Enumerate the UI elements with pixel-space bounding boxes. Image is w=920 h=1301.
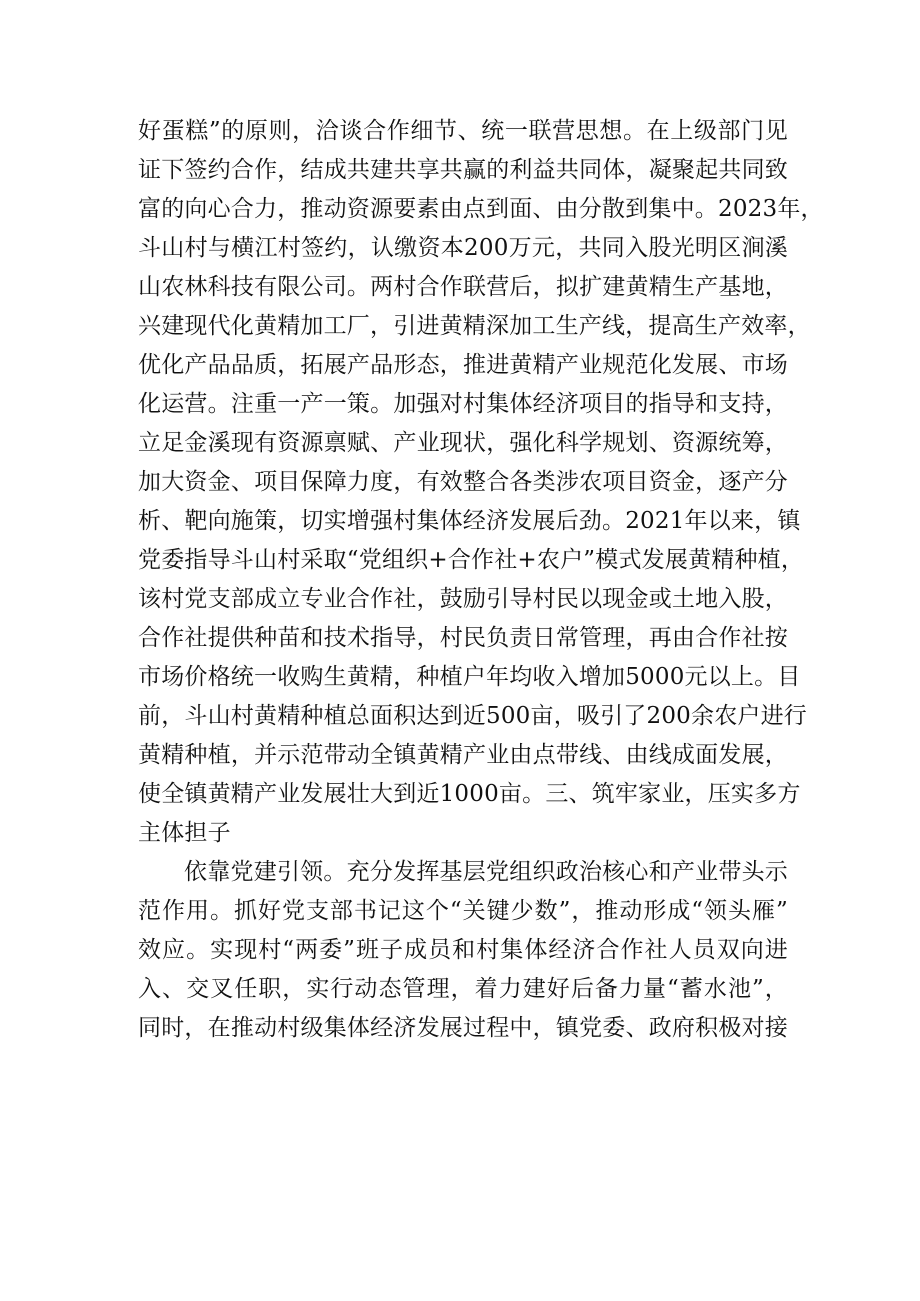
- paragraph-line: 好蛋糕”的原则，洽谈合作细节、统一联营思想。在上级部门见: [138, 118, 788, 144]
- paragraph-line: 化运营。注重一产一策。加强对村集体经济项目的指导和支持，: [138, 391, 788, 417]
- paragraph-line: 前，斗山村黄精种植总面积达到近500亩，吸引了200余农户进行: [138, 703, 807, 729]
- paragraph-line: 山农林科技有限公司。两村合作联营后，拟扩建黄精生产基地，: [138, 274, 788, 300]
- paragraph-line: 同时，在推动村级集体经济发展过程中，镇党委、政府积极对接: [138, 1015, 788, 1041]
- paragraph-line: 兴建现代化黄精加工厂，引进黄精深加工生产线，提高生产效率，: [138, 313, 811, 339]
- paragraph-line: 市场价格统一收购生黄精，种植户年均收入增加5000元以上。目: [138, 664, 801, 690]
- paragraph-line: 富的向心合力，推动资源要素由点到面、由分散到集中。2023年，: [138, 196, 824, 222]
- paragraph-line: 黄精种植，并示范带动全镇黄精产业由点带线、由线成面发展，: [138, 742, 788, 768]
- paragraph-line: 合作社提供种苗和技术指导，村民负责日常管理，再由合作社按: [138, 625, 788, 651]
- paragraph-2: [138, 853, 788, 1048]
- paragraph-line: 主体担子: [138, 820, 231, 846]
- paragraph-line: 使全镇黄精产业发展壮大到近1000亩。三、筑牢家业，压实多方: [138, 781, 801, 807]
- paragraph-line: 斗山村与横江村签约，认缴资本200万元，共同入股光明区涧溪: [138, 235, 788, 261]
- paragraph-line: 该村党支部成立专业合作社，鼓励引导村民以现金或土地入股，: [138, 586, 788, 612]
- paragraph-line: 依靠党建引领。充分发挥基层党组织政治核心和产业带头示: [184, 859, 788, 885]
- paragraph-line: 证下签约合作，结成共建共享共赢的利益共同体，凝聚起共同致: [138, 157, 788, 183]
- paragraph-line: 加大资金、项目保障力度，有效整合各类涉农项目资金，逐产分: [138, 469, 788, 495]
- paragraph-line: 效应。实现村“两委”班子成员和村集体经济合作社人员双向进: [138, 937, 788, 963]
- paragraph-line: 析、靶向施策，切实增强村集体经济发展后劲。2021年以来，镇: [138, 508, 801, 534]
- paragraph-line: 优化产品品质，拓展产品形态，推进黄精产业规范化发展、市场: [138, 352, 788, 378]
- paragraph-line: 立足金溪现有资源禀赋、产业现状，强化科学规划、资源统筹，: [138, 430, 788, 456]
- paragraph-1: [138, 112, 824, 853]
- paragraph-line: 范作用。抓好党支部书记这个“关键少数”，推动形成“领头雁”: [138, 898, 788, 924]
- paragraph-line: 入、交叉任职，实行动态管理，着力建好后备力量“蓄水池”，: [138, 976, 788, 1002]
- paragraph-line: 党委指导斗山村采取“党组织+合作社+农户”模式发展黄精种植，: [138, 547, 805, 573]
